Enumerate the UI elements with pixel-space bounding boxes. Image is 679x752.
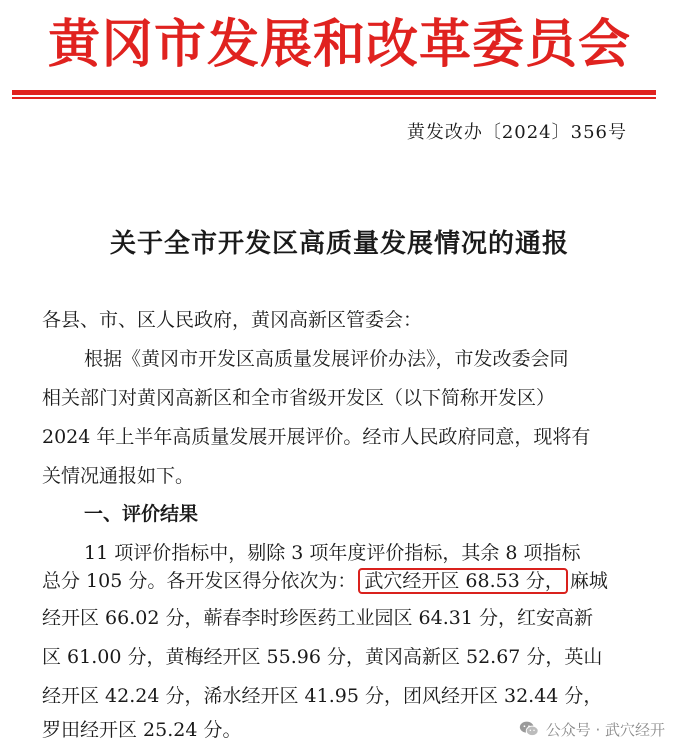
wechat-icon [518, 718, 540, 740]
paragraph-line: 相关部门对黄冈高新区和全市省级开发区（以下简称开发区） [42, 387, 556, 409]
paragraph-text: 麻城 [569, 570, 608, 592]
salutation: 各县、市、区人民政府，黄冈高新区管委会： [42, 309, 423, 331]
paragraph-text: 总分 105 分。各开发区得分依次为： [42, 570, 357, 592]
paragraph-line: 2024 年上半年高质量发展开展评价。经市人民政府同意，现将有 [42, 426, 591, 448]
paragraph-line: 11 项评价指标中，剔除 3 项年度评价指标，其余 8 项指标 [84, 542, 581, 564]
paragraph-line: 区 61.00 分，黄梅经开区 55.96 分，黄冈高新区 52.67 分，英山 [42, 646, 603, 668]
header-red-rule [12, 90, 656, 95]
document-number: 黄发改办〔2024〕356号 [406, 122, 627, 143]
document-title: 关于全市开发区高质量发展情况的通报 [109, 229, 569, 259]
section-heading: 一、评价结果 [84, 503, 199, 525]
watermark [512, 716, 671, 742]
header-red-rule-thin [12, 97, 656, 99]
paragraph-line: 经开区 42.24 分，浠水经开区 41.95 分，团风经开区 32.44 分， [42, 685, 603, 707]
paragraph-line-highlight [42, 567, 608, 595]
paragraph-line: 根据《黄冈市开发区高质量发展评价办法》，市发改委会同 [84, 348, 569, 370]
highlighted-score: 武穴经开区 68.53 分， [358, 568, 567, 594]
watermark-text: 公众号 · 武穴经开 [545, 720, 665, 739]
org-title: 黄冈市发展和改革委员会 [47, 14, 631, 75]
paragraph-line: 关情况通报如下。 [42, 465, 195, 487]
paragraph-line: 经开区 66.02 分，蕲春李时珍医药工业园区 64.31 分，红安高新 [42, 607, 593, 629]
paragraph-line: 罗田经开区 25.24 分。 [42, 719, 242, 741]
